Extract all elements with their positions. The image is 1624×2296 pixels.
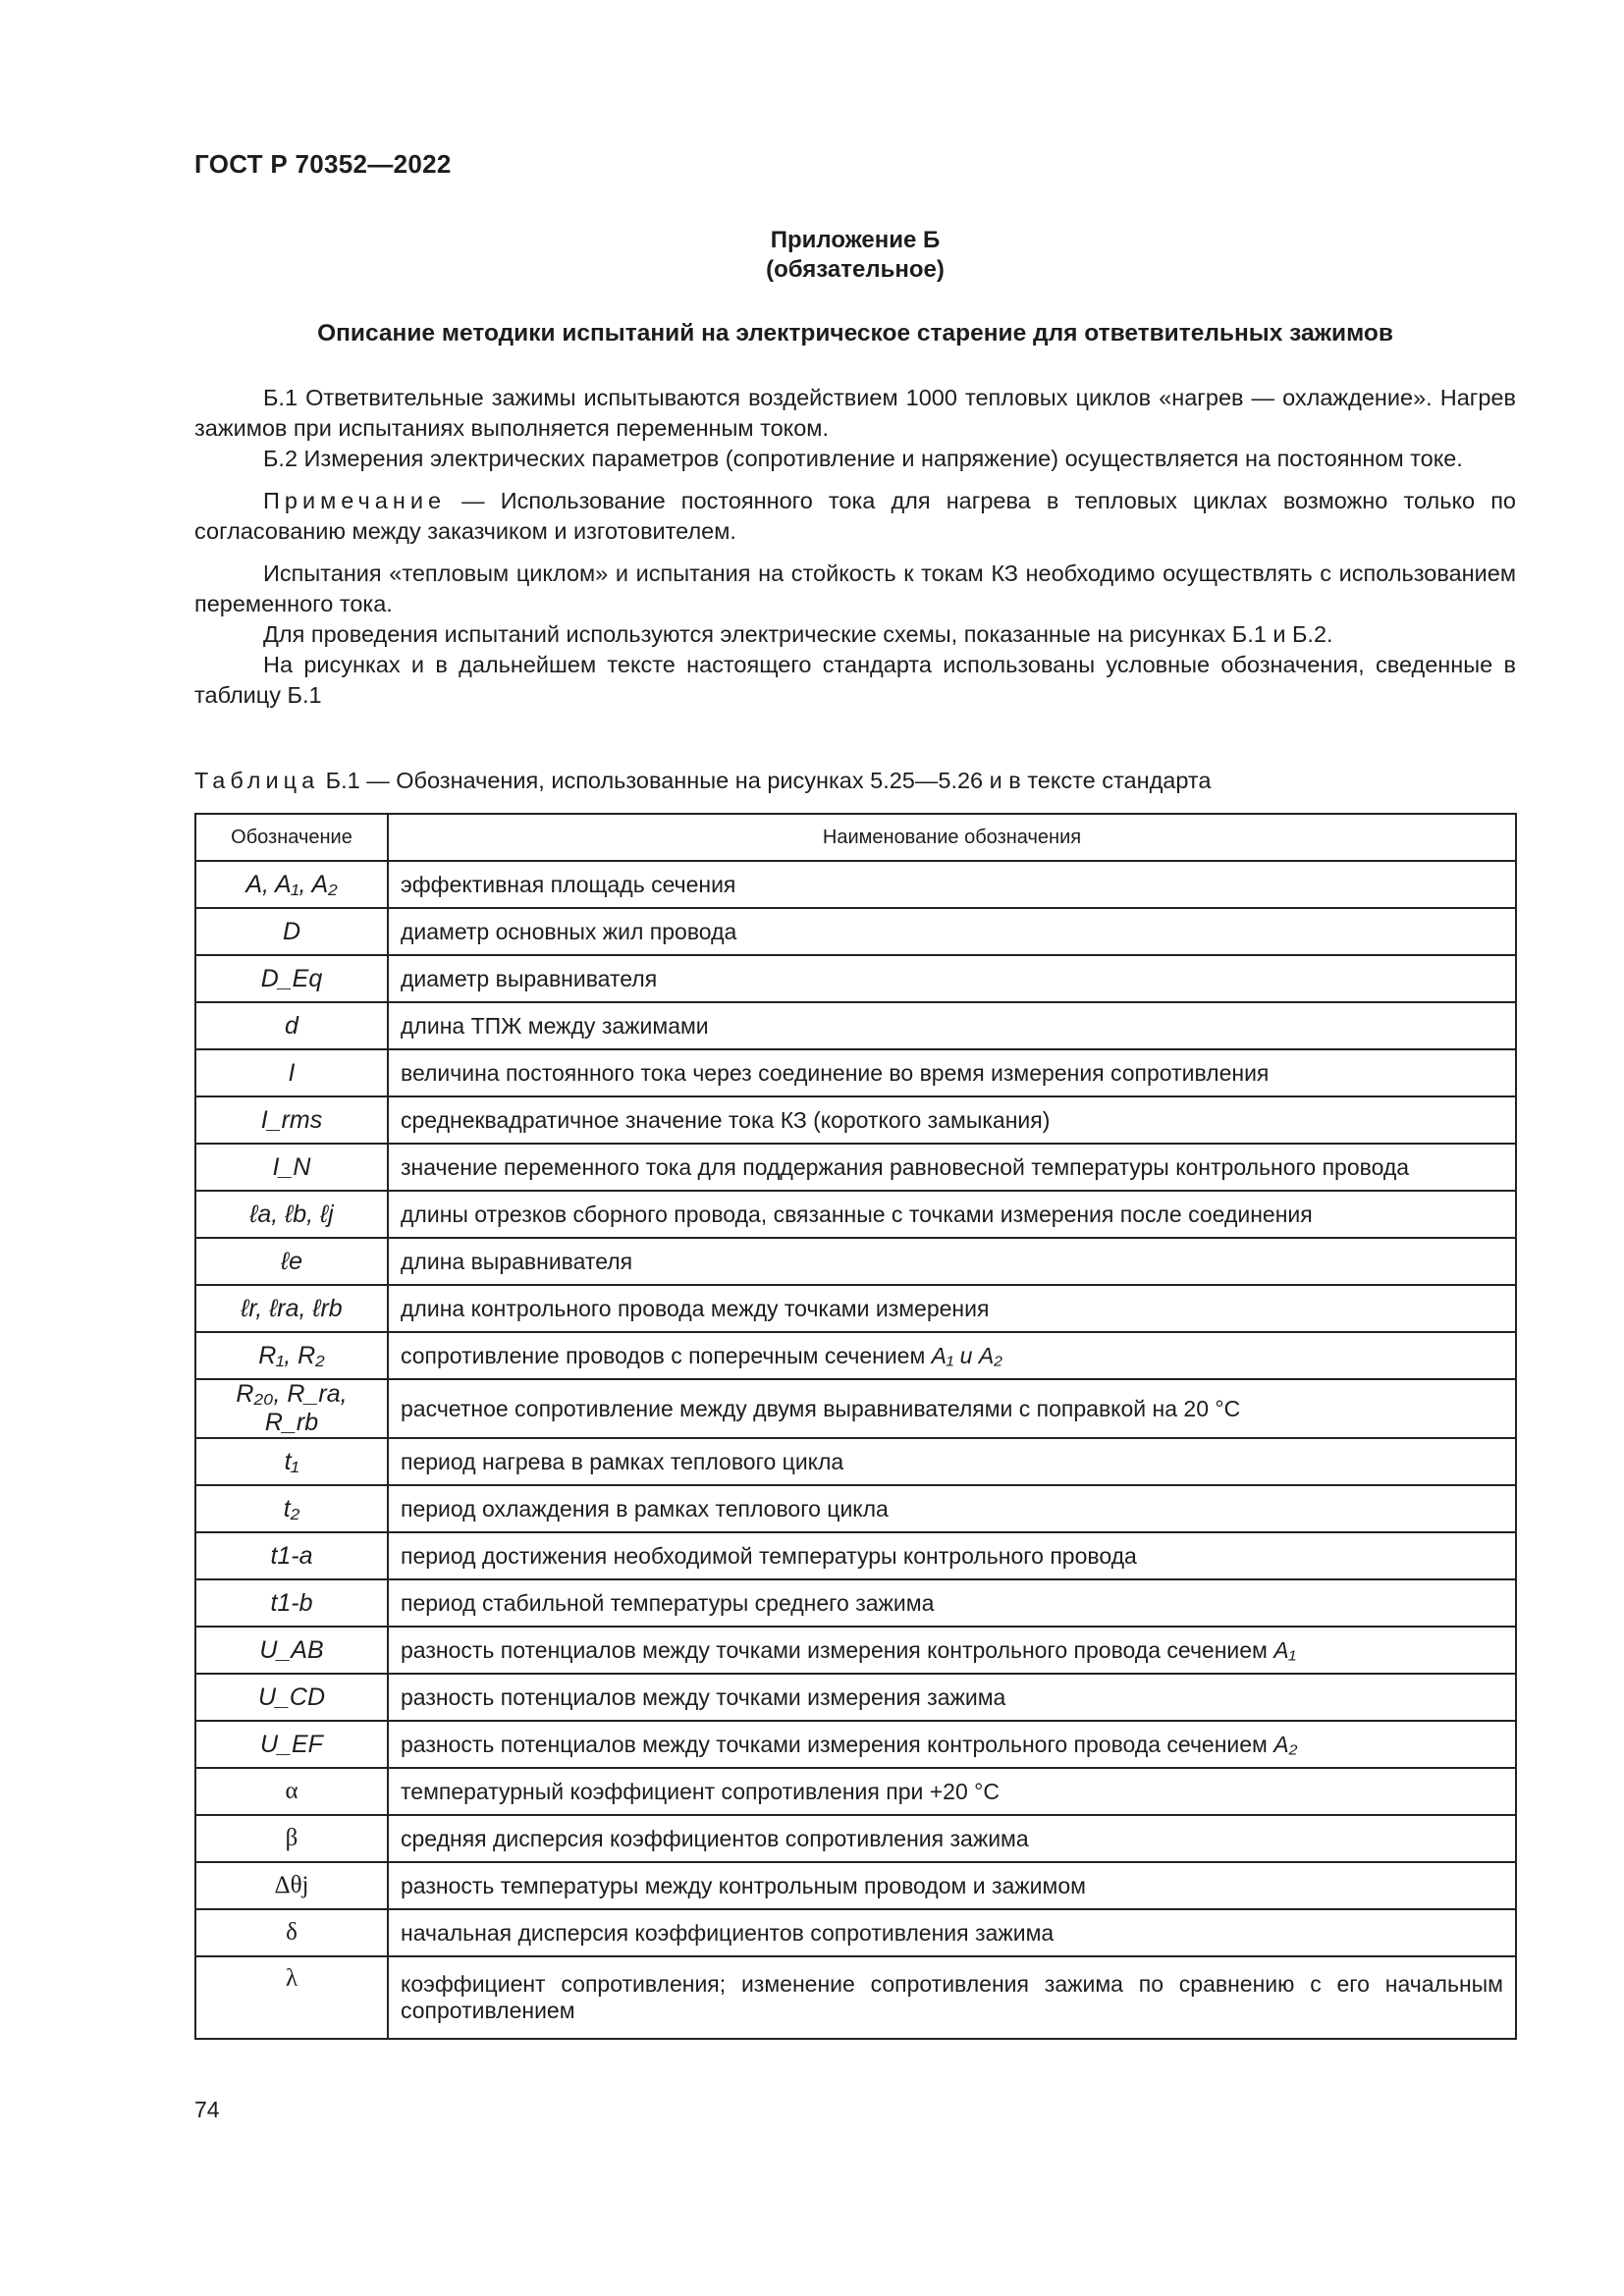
symbol-cell: I_N — [195, 1144, 388, 1191]
appendix-title: Приложение Б — [770, 227, 941, 253]
appendix-heading — [194, 226, 1516, 285]
name-cell: начальная дисперсия коэффициентов сопротивления зажима — [388, 1909, 1516, 1956]
name-cell: разность температуры между контрольным проводом и зажимом — [388, 1862, 1516, 1909]
page-number: 74 — [194, 2097, 220, 2122]
name-cell — [388, 1332, 1516, 1379]
table-caption-label: Таблица — [194, 768, 320, 793]
note-label: Примечание — [263, 488, 447, 513]
symbol-cell: ℓe — [195, 1238, 388, 1285]
name-cell: температурный коэффициент сопротивления при +20 °С — [388, 1768, 1516, 1815]
name-cell: расчетное сопротивление между двумя выравнивателями с поправкой на 20 °С — [388, 1379, 1516, 1438]
paragraph-b2: Б.2 Измерения электрических параметров (сопротивление и напряжение) осуществляется на постоянном токе. — [263, 446, 1463, 471]
table-header-row — [195, 814, 1516, 861]
table-row — [195, 1532, 1516, 1579]
paragraph-3: Испытания «тепловым циклом» и испытания на стойкость к токам КЗ необходимо осуществлять с использованием переменного тока. — [194, 561, 1516, 616]
paragraph-b1: Б.1 Ответвительные зажимы испытываются воздействием 1000 тепловых циклов «нагрев — охлаждение». Нагрев зажимов при испытаниях выполняется переменным током. — [194, 385, 1516, 441]
table-row — [195, 955, 1516, 1002]
symbol-cell: R₂₀, R_ra, R_rb — [195, 1379, 388, 1438]
symbol-cell: U_EF — [195, 1721, 388, 1768]
table-row — [195, 1815, 1516, 1862]
table-row — [195, 1238, 1516, 1285]
table-row — [195, 1002, 1516, 1049]
column-header-symbol: Обозначение — [195, 814, 388, 861]
table-row — [195, 1379, 1516, 1438]
symbol-cell: I_rms — [195, 1096, 388, 1144]
table-row — [195, 1438, 1516, 1485]
body-text — [194, 383, 1516, 711]
note — [194, 486, 1516, 547]
name-cell: коэффициент сопротивления; изменение сопротивления зажима по сравнению с его начальным сопротивлением — [388, 1956, 1516, 2039]
table-row — [195, 1332, 1516, 1379]
table-row — [195, 1627, 1516, 1674]
table-row — [195, 1862, 1516, 1909]
table-row — [195, 1674, 1516, 1721]
name-cell — [388, 1627, 1516, 1674]
symbol-cell: Δθj — [195, 1862, 388, 1909]
table-row — [195, 1579, 1516, 1627]
name-cell — [388, 1721, 1516, 1768]
name-cell: длина контрольного провода между точками измерения — [388, 1285, 1516, 1332]
table-caption — [194, 768, 1211, 794]
symbol-cell: ℓa, ℓb, ℓj — [195, 1191, 388, 1238]
document-header: ГОСТ Р 70352—2022 — [194, 149, 452, 179]
name-cell: длина выравнивателя — [388, 1238, 1516, 1285]
symbol-cell: d — [195, 1002, 388, 1049]
section-title: Описание методики испытаний на электрическое старение для ответвительных зажимов — [317, 320, 1393, 347]
symbol-cell: U_AB — [195, 1627, 388, 1674]
name-cell: период достижения необходимой температуры контрольного провода — [388, 1532, 1516, 1579]
symbol-cell: U_CD — [195, 1674, 388, 1721]
symbols-table — [194, 813, 1517, 2040]
table-row — [195, 1191, 1516, 1238]
name-cell: длины отрезков сборного провода, связанные с точками измерения после соединения — [388, 1191, 1516, 1238]
appendix-status: (обязательное) — [766, 256, 945, 283]
table-row — [195, 1956, 1516, 2039]
table-caption-text: Б.1 — Обозначения, использованные на рисунках 5.25—5.26 и в тексте стандарта — [319, 768, 1212, 793]
table-row — [195, 908, 1516, 955]
symbol-cell: δ — [195, 1909, 388, 1956]
symbol-cell: α — [195, 1768, 388, 1815]
name-cell: длина ТПЖ между зажимами — [388, 1002, 1516, 1049]
table-row — [195, 1285, 1516, 1332]
name-cell: значение переменного тока для поддержания равновесной температуры контрольного провода — [388, 1144, 1516, 1191]
symbol-cell: t1-b — [195, 1579, 388, 1627]
paragraph-4: Для проведения испытаний используются электрические схемы, показанные на рисунках Б.1 и Б.2. — [263, 621, 1333, 647]
table-row — [195, 1049, 1516, 1096]
table-row — [195, 1144, 1516, 1191]
column-header-name: Наименование обозначения — [388, 814, 1516, 861]
table-row — [195, 861, 1516, 908]
name-tail: A₁ — [1273, 1636, 1296, 1663]
name-cell: эффективная площадь сечения — [388, 861, 1516, 908]
name-cell: диаметр основных жил провода — [388, 908, 1516, 955]
symbol-cell: A, A₁, A₂ — [195, 861, 388, 908]
symbol-cell: λ — [195, 1956, 388, 2039]
name-cell: период нагрева в рамках теплового цикла — [388, 1438, 1516, 1485]
name-cell: среднеквадратичное значение тока КЗ (короткого замыкания) — [388, 1096, 1516, 1144]
name-cell: величина постоянного тока через соединение во время измерения сопротивления — [388, 1049, 1516, 1096]
name-cell: средняя дисперсия коэффициентов сопротивления зажима — [388, 1815, 1516, 1862]
table-row — [195, 1096, 1516, 1144]
symbol-cell: D — [195, 908, 388, 955]
name-cell: период охлаждения в рамках теплового цикла — [388, 1485, 1516, 1532]
symbol-cell: t₁ — [195, 1438, 388, 1485]
name-tail: A₁ и A₂ — [931, 1342, 1002, 1368]
name-text: разность потенциалов между точками измерения контрольного провода сечением — [401, 1636, 1268, 1663]
paragraph-5: На рисунках и в дальнейшем тексте настоящего стандарта использованы условные обозначения, сведенные в таблицу Б.1 — [194, 652, 1516, 708]
symbol-cell: ℓr, ℓra, ℓrb — [195, 1285, 388, 1332]
symbol-cell: D_Eq — [195, 955, 388, 1002]
name-tail: A₂ — [1273, 1731, 1298, 1757]
table-row — [195, 1768, 1516, 1815]
note-text: — Использование постоянного тока для нагрева в тепловых циклах возможно только по согласованию между заказчиком и изготовителем. — [194, 488, 1516, 544]
name-text: сопротивление проводов с поперечным сечением — [401, 1342, 926, 1368]
symbol-cell: t1-a — [195, 1532, 388, 1579]
symbol-cell: I — [195, 1049, 388, 1096]
symbol-cell: R₁, R₂ — [195, 1332, 388, 1379]
table-row — [195, 1721, 1516, 1768]
symbol-cell: β — [195, 1815, 388, 1862]
table-row — [195, 1909, 1516, 1956]
name-cell: диаметр выравнивателя — [388, 955, 1516, 1002]
table-row — [195, 1485, 1516, 1532]
name-cell: разность потенциалов между точками измерения зажима — [388, 1674, 1516, 1721]
name-cell: период стабильной температуры среднего зажима — [388, 1579, 1516, 1627]
name-text: разность потенциалов между точками измерения контрольного провода сечением — [401, 1731, 1268, 1757]
symbol-cell: t₂ — [195, 1485, 388, 1532]
